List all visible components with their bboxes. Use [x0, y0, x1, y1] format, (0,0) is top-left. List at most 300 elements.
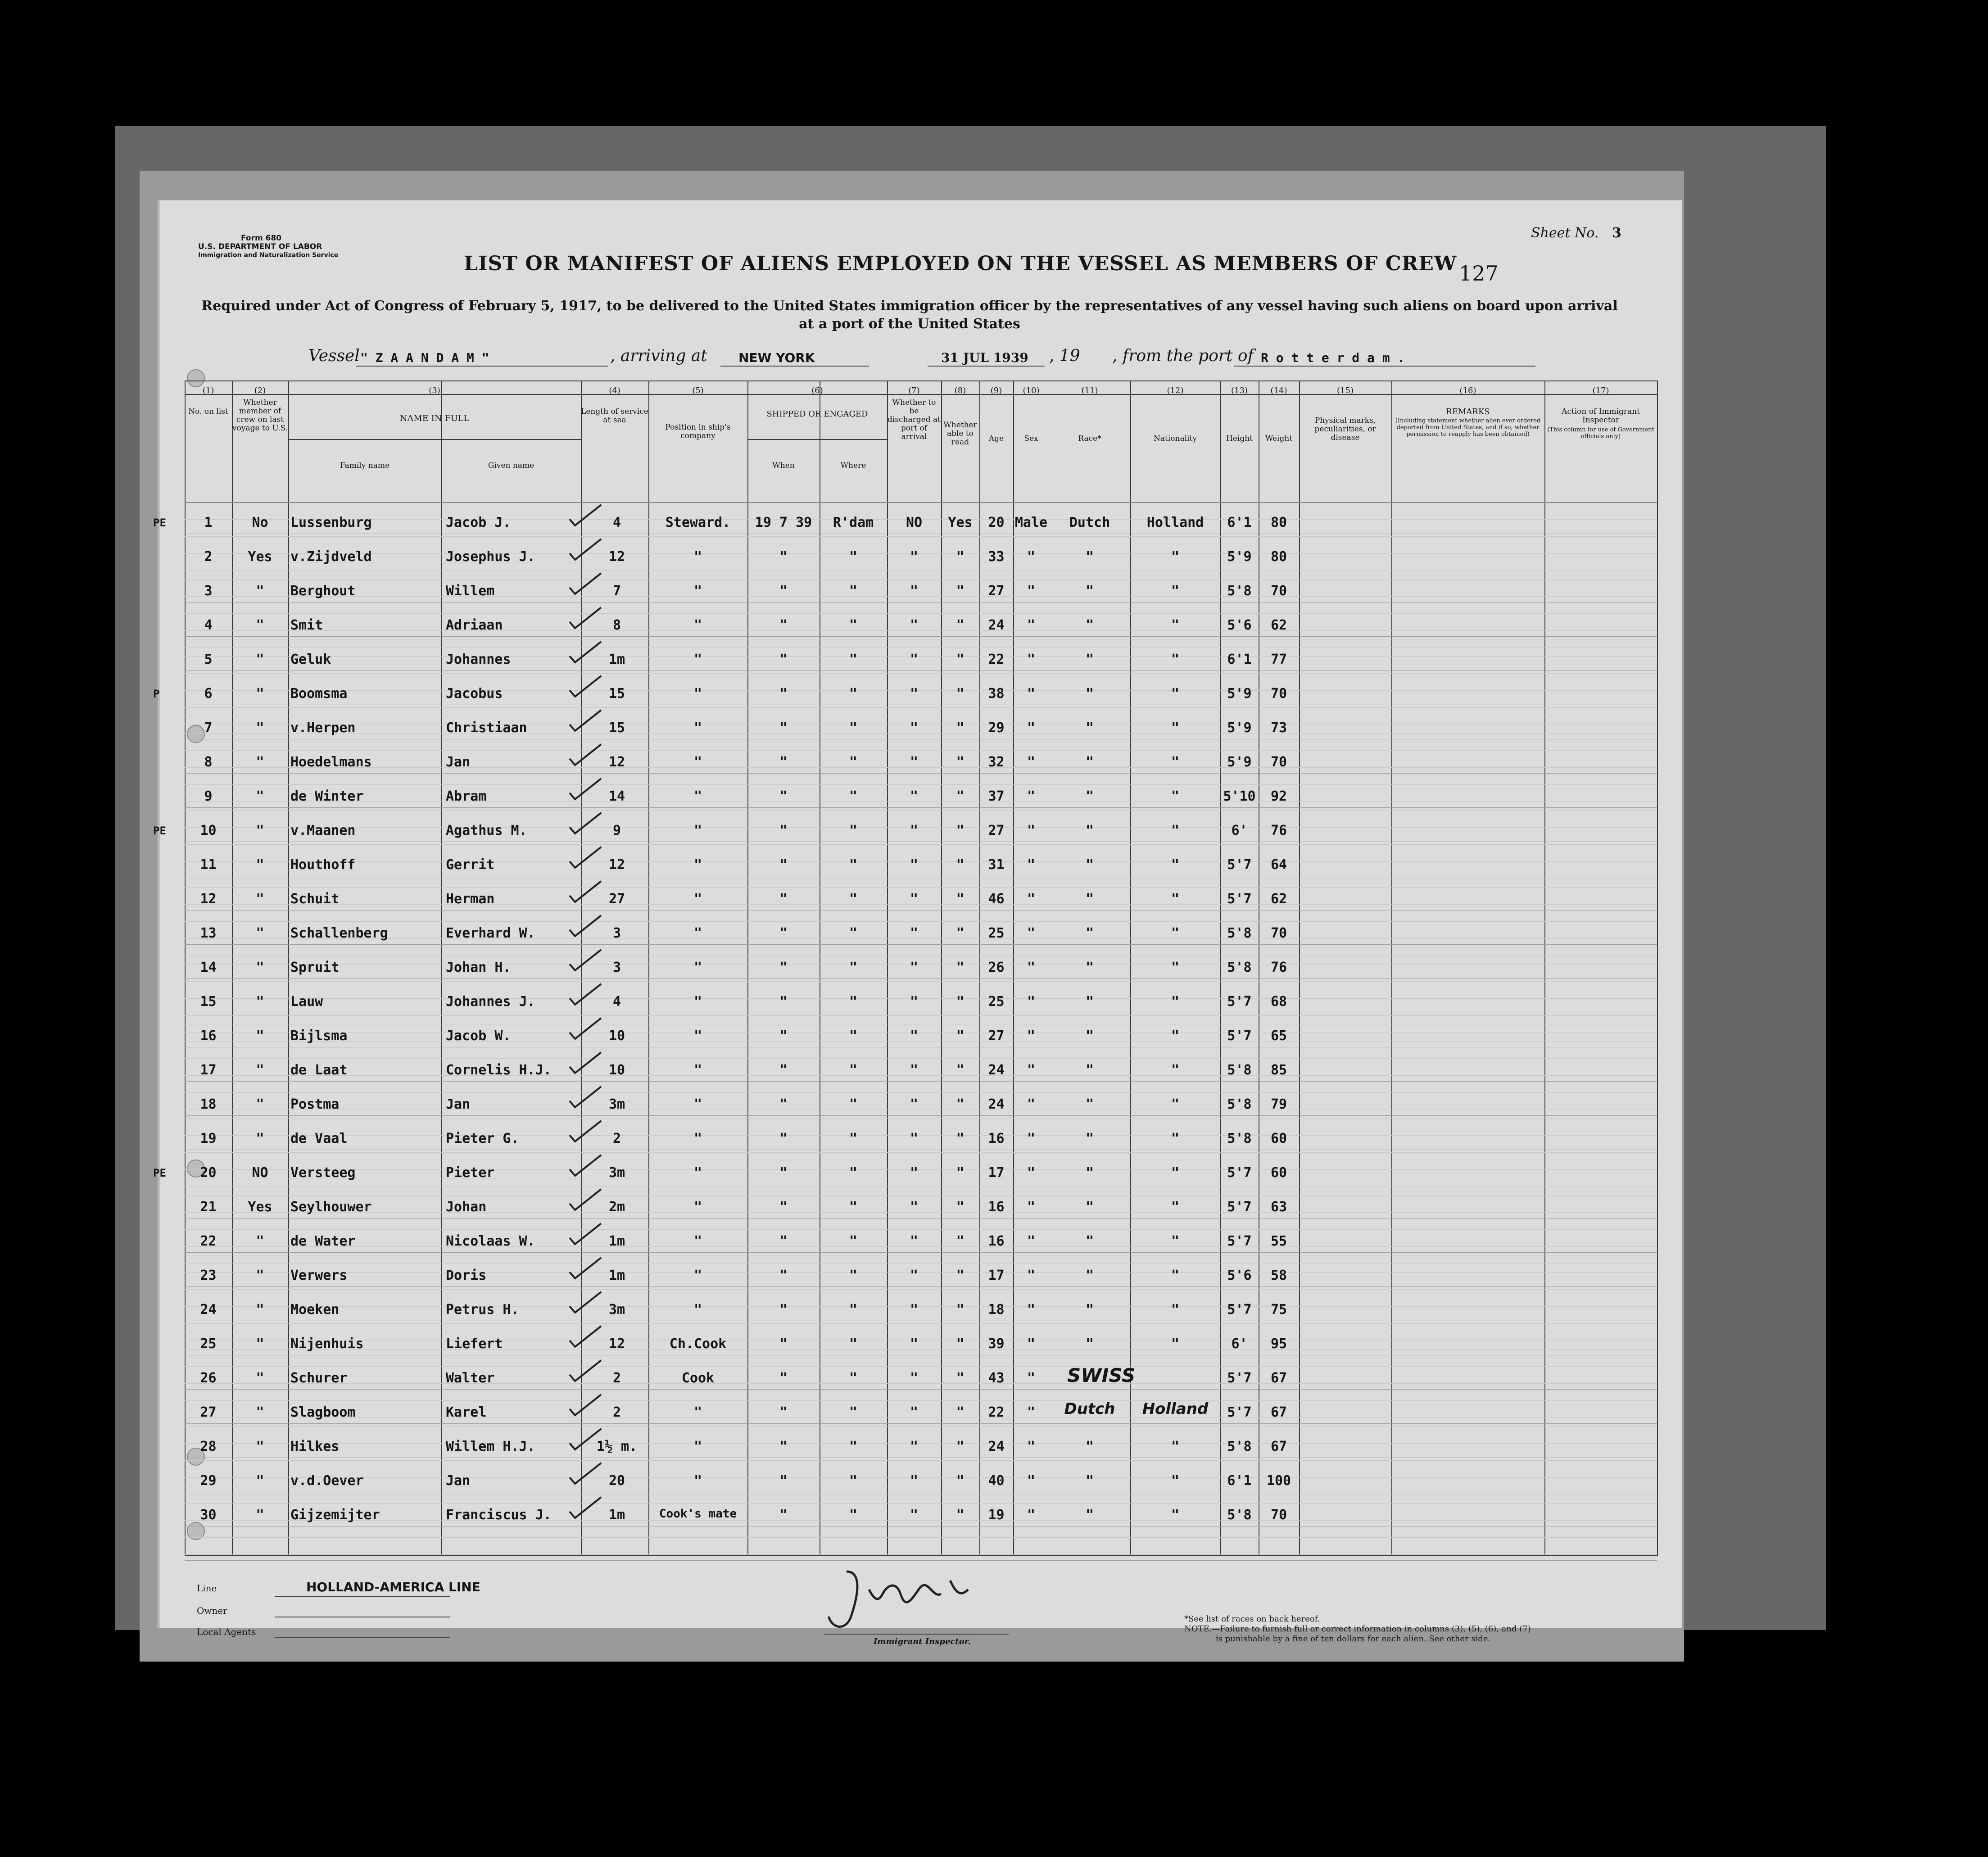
- cell-nat: ": [1171, 925, 1180, 941]
- cell-height: 5'7: [1227, 1404, 1252, 1420]
- cell-weight: 68: [1270, 994, 1287, 1010]
- cell-when: ": [779, 583, 788, 599]
- cell-height: 6': [1231, 1336, 1248, 1352]
- cell-sex: ": [1027, 823, 1036, 838]
- cell-disch: ": [910, 1233, 919, 1249]
- cell-nat: ": [1171, 960, 1180, 975]
- cell-family: Verwers: [290, 1268, 348, 1283]
- cell-race: ": [1085, 583, 1094, 599]
- check-mark-icon: [565, 1221, 606, 1248]
- cell-race: ": [1085, 994, 1094, 1010]
- cell-where: ": [849, 1507, 858, 1523]
- cell-height: 5'9: [1227, 686, 1252, 702]
- cell-height: 5'9: [1227, 754, 1252, 770]
- header-c9: Age: [988, 434, 1004, 443]
- cell-given: Johan: [446, 1199, 487, 1215]
- cell-race: ": [1085, 891, 1094, 907]
- cell-age: 19: [988, 1507, 1005, 1523]
- cell-where: ": [849, 1473, 858, 1489]
- cell-height: 5'7: [1227, 1370, 1252, 1386]
- cell-given: Cornelis H.J.: [446, 1062, 552, 1078]
- column-number: (4): [609, 386, 620, 395]
- cell-age: 26: [988, 960, 1005, 975]
- cell-disch: ": [910, 1507, 919, 1523]
- cell-disch: ": [910, 583, 919, 599]
- cell-height: 6'1: [1227, 652, 1252, 667]
- cell-disch: ": [910, 1370, 919, 1386]
- column-number: (9): [990, 386, 1002, 395]
- cell-age: 43: [988, 1370, 1005, 1386]
- cell-service: 1½ m.: [596, 1439, 638, 1454]
- cell-sex: ": [1027, 686, 1036, 702]
- cell-height: 6': [1231, 823, 1248, 838]
- cell-when: ": [779, 1233, 788, 1249]
- cell-family: Postma: [290, 1096, 340, 1112]
- check-mark-icon: [565, 1392, 606, 1419]
- cell-disch: ": [910, 617, 919, 633]
- row-rule: [185, 1560, 1657, 1561]
- cell-position: Steward.: [665, 515, 731, 530]
- cell-when: ": [779, 925, 788, 941]
- cell-weight: 75: [1270, 1302, 1287, 1318]
- cell-nat: ": [1171, 1062, 1180, 1078]
- cell-given: Gerrit: [446, 857, 495, 873]
- cell-age: 27: [988, 1028, 1005, 1044]
- column-number: (17): [1592, 386, 1609, 395]
- cell-disch: ": [910, 788, 919, 804]
- cell-age: 16: [988, 1131, 1005, 1146]
- check-mark-icon: [565, 571, 606, 598]
- cell-weight: 77: [1270, 652, 1287, 667]
- cell-service: 1m: [608, 1507, 625, 1523]
- cell-service: 2: [612, 1370, 621, 1386]
- cell-when: ": [779, 1404, 788, 1420]
- cell-height: 5'9: [1227, 549, 1252, 565]
- cell-height: 5'7: [1227, 891, 1252, 907]
- from-port: R o t t e r d a m .: [1261, 350, 1405, 365]
- owner-label: Owner: [197, 1605, 227, 1616]
- line-value: HOLLAND-AMERICA LINE: [306, 1580, 480, 1594]
- column-number: (8): [954, 386, 966, 395]
- cell-height: 5'7: [1227, 857, 1252, 873]
- cell-nat: ": [1171, 720, 1180, 736]
- cell-weight: 60: [1270, 1131, 1287, 1146]
- cell-last: ": [256, 960, 264, 975]
- cell-age: 37: [988, 788, 1005, 804]
- cell-family: Moeken: [290, 1302, 340, 1318]
- cell-service: 1m: [608, 652, 625, 667]
- cell-when: ": [779, 652, 788, 667]
- cell-read: ": [956, 1028, 965, 1044]
- grid-subheader-line: [747, 439, 887, 440]
- cell-weight: 62: [1270, 891, 1287, 907]
- cell-when: ": [779, 617, 788, 633]
- cell-service: 10: [608, 1062, 625, 1078]
- cell-read: ": [956, 994, 965, 1010]
- check-mark-icon: [565, 1358, 606, 1385]
- cell-no: 3: [204, 583, 213, 599]
- cell-race: ": [1085, 788, 1094, 804]
- cell-service: 12: [608, 1336, 625, 1352]
- cell-weight: 73: [1270, 720, 1287, 736]
- cell-sex: ": [1027, 1507, 1036, 1523]
- cell-read: ": [956, 960, 965, 975]
- cell-service: 3m: [608, 1302, 625, 1318]
- department: U.S. DEPARTMENT OF LABOR: [198, 242, 322, 251]
- cell-nat: ": [1171, 1233, 1180, 1249]
- cell-sex: ": [1027, 1439, 1036, 1454]
- cell-no: 25: [200, 1336, 217, 1352]
- cell-last: Yes: [248, 1199, 272, 1215]
- check-mark-icon: [565, 844, 606, 871]
- cell-race: ": [1085, 1302, 1094, 1318]
- cell-read: ": [956, 1439, 965, 1454]
- cell-given: Franciscus J.: [446, 1507, 552, 1523]
- cell-where: ": [849, 686, 858, 702]
- check-mark-icon: [565, 742, 606, 769]
- cell-age: 24: [988, 617, 1005, 633]
- cell-family: Smit: [290, 617, 323, 633]
- cell-height: 5'8: [1227, 960, 1252, 975]
- cell-sex: ": [1027, 1336, 1036, 1352]
- header-c17sub: (This column for use of Government officials only): [1547, 426, 1654, 440]
- cell-disch: ": [910, 652, 919, 667]
- cell-race: Dutch: [1069, 515, 1110, 530]
- cell-given: Christiaan: [446, 720, 527, 736]
- cell-sex: ": [1027, 652, 1036, 667]
- from-port-label: , from the port of: [1112, 347, 1254, 365]
- cell-when: ": [779, 1096, 788, 1112]
- cell-last: ": [256, 857, 264, 873]
- cell-position: ": [693, 1439, 702, 1454]
- cell-position: ": [693, 960, 702, 975]
- grid-subheader-line: [288, 439, 581, 440]
- cell-given: Josephus J.: [446, 549, 535, 565]
- cell-last: ": [256, 891, 264, 907]
- cell-position: ": [693, 1199, 702, 1215]
- cell-given: Agathus M.: [446, 823, 527, 838]
- handwritten-race-swiss: SWISS: [1067, 1364, 1136, 1386]
- cell-no: 7: [204, 720, 213, 736]
- cell-position: ": [693, 617, 702, 633]
- cell-family: Hilkes: [290, 1439, 340, 1454]
- cell-last: ": [256, 1302, 264, 1318]
- check-mark-icon: [565, 879, 606, 906]
- cell-height: 5'8: [1227, 1062, 1252, 1078]
- cell-height: 5'8: [1227, 583, 1252, 599]
- cell-sex: ": [1027, 891, 1036, 907]
- header-c14: Weight: [1265, 434, 1293, 443]
- cell-sex: ": [1027, 1302, 1036, 1318]
- cell-no: 17: [200, 1062, 217, 1078]
- cell-position: ": [693, 1028, 702, 1044]
- cell-when: ": [779, 754, 788, 770]
- cell-given: Walter: [446, 1370, 495, 1386]
- header-c15: Physical marks, peculiarities, or disease: [1314, 416, 1376, 442]
- cell-last: ": [256, 1131, 264, 1146]
- cell-where: ": [849, 1268, 858, 1283]
- inspector-signature: [820, 1563, 1009, 1635]
- check-mark-icon: [565, 1426, 606, 1453]
- cell-given: Pieter: [446, 1165, 495, 1181]
- margin-mark: PE: [153, 516, 166, 529]
- cell-nat-handwritten: Holland: [1142, 1400, 1209, 1418]
- cell-race: ": [1085, 1336, 1094, 1352]
- cell-age: 20: [988, 515, 1005, 530]
- cell-age: 33: [988, 549, 1005, 565]
- cell-last: ": [256, 686, 264, 702]
- cell-last: ": [256, 1336, 264, 1352]
- cell-no: 4: [204, 617, 213, 633]
- cell-disch: ": [910, 1404, 919, 1420]
- cell-no: 5: [204, 652, 213, 667]
- arriving-label: , arriving at: [610, 347, 707, 365]
- margin-mark: PE: [153, 824, 166, 837]
- cell-no: 21: [200, 1199, 217, 1215]
- cell-position: Ch.Cook: [669, 1336, 727, 1352]
- cell-service: 27: [608, 891, 625, 907]
- cell-service: 1m: [608, 1233, 625, 1249]
- check-mark-icon: [565, 639, 606, 666]
- cell-nat: ": [1171, 686, 1180, 702]
- cell-where: ": [849, 720, 858, 736]
- cell-given: Willem H.J.: [446, 1439, 535, 1454]
- cell-race: ": [1085, 686, 1094, 702]
- cell-where: R'dam: [833, 515, 874, 530]
- header-c1: No. on list: [188, 407, 228, 416]
- cell-given: Jan: [446, 1096, 471, 1112]
- cell-service: 14: [608, 788, 625, 804]
- cell-disch: ": [910, 754, 919, 770]
- cell-sex: ": [1027, 960, 1036, 975]
- grid-header-line: [185, 380, 1657, 381]
- cell-where: ": [849, 925, 858, 941]
- cell-race: ": [1085, 925, 1094, 941]
- cell-sex: ": [1027, 1473, 1036, 1489]
- cell-age: 22: [988, 1404, 1005, 1420]
- cell-last: ": [256, 1028, 264, 1044]
- cell-given: Johannes: [446, 652, 511, 667]
- cell-no: 10: [200, 823, 217, 838]
- header-c3a: Family name: [340, 461, 390, 470]
- cell-disch: ": [910, 925, 919, 941]
- cell-race: ": [1085, 1199, 1094, 1215]
- cell-family: Schallenberg: [290, 925, 388, 941]
- cell-height: 5'8: [1227, 1096, 1252, 1112]
- cell-nat: ": [1171, 994, 1180, 1010]
- cell-disch: ": [910, 1096, 919, 1112]
- cell-nat: ": [1171, 1131, 1180, 1146]
- cell-no: 13: [200, 925, 217, 941]
- cell-nat: ": [1171, 583, 1180, 599]
- cell-family: Gijzemijter: [290, 1507, 380, 1523]
- cell-age: 18: [988, 1302, 1005, 1318]
- cell-race: ": [1085, 1131, 1094, 1146]
- cell-family: Hoedelmans: [290, 754, 372, 770]
- cell-when: ": [779, 994, 788, 1010]
- cell-sex: ": [1027, 1062, 1036, 1078]
- cell-no: 12: [200, 891, 217, 907]
- cell-given: Jan: [446, 754, 471, 770]
- cell-weight: 100: [1266, 1473, 1291, 1489]
- header-c10: Sex: [1024, 434, 1038, 443]
- cell-position: ": [693, 1233, 702, 1249]
- cell-service: 7: [612, 583, 621, 599]
- cell-nat: ": [1171, 652, 1180, 667]
- cell-sex: ": [1027, 617, 1036, 633]
- cell-given: Abram: [446, 788, 487, 804]
- cell-position: ": [693, 652, 702, 667]
- cell-where: ": [849, 1233, 858, 1249]
- cell-where: ": [849, 754, 858, 770]
- cell-disch: ": [910, 1131, 919, 1146]
- cell-position: Cook's mate: [659, 1507, 737, 1521]
- cell-service: 2: [612, 1404, 621, 1420]
- cell-age: 22: [988, 652, 1005, 667]
- cell-disch: ": [910, 686, 919, 702]
- sheet-number: [1531, 225, 1621, 241]
- cell-read: ": [956, 549, 965, 565]
- page-subtitle: Required under Act of Congress of February 5, 1917, to be delivered to the United States immigration officer by the representatives of any vessel having such aliens on board upon arrival at a port of the United States: [201, 298, 1618, 332]
- cell-read: ": [956, 1404, 965, 1420]
- cell-last: ": [256, 1404, 264, 1420]
- check-mark-icon: [565, 1323, 606, 1350]
- cell-weight: 70: [1270, 1507, 1287, 1523]
- check-mark-icon: [565, 707, 606, 734]
- cell-when: ": [779, 891, 788, 907]
- cell-when: ": [779, 1165, 788, 1181]
- column-number: (13): [1231, 386, 1248, 395]
- cell-service: 1m: [608, 1268, 625, 1283]
- cell-where: ": [849, 1131, 858, 1146]
- cell-where: ": [849, 1370, 858, 1386]
- cell-read: ": [956, 1131, 965, 1146]
- cell-given: Karel: [446, 1404, 487, 1420]
- check-mark-icon: [565, 502, 606, 529]
- service-name: Immigration and Naturalization Service: [198, 252, 339, 259]
- cell-disch: ": [910, 857, 919, 873]
- cell-sex: ": [1027, 583, 1036, 599]
- cell-when: ": [779, 1199, 788, 1215]
- cell-age: 40: [988, 1473, 1005, 1489]
- cell-family: Schuit: [290, 891, 340, 907]
- cell-race: ": [1085, 1096, 1094, 1112]
- cell-family: v.Herpen: [290, 720, 356, 736]
- local-agents-label: Local Agents: [197, 1626, 256, 1637]
- cell-height: 5'8: [1227, 925, 1252, 941]
- check-mark-icon: [565, 1152, 606, 1179]
- cell-nat: ": [1171, 1028, 1180, 1044]
- cell-no: 27: [200, 1404, 217, 1420]
- cell-no: 1: [204, 515, 213, 530]
- cell-sex: ": [1027, 1131, 1036, 1146]
- vessel-label: Vessel: [308, 347, 360, 365]
- cell-nat: ": [1171, 1336, 1180, 1352]
- cell-family: de Winter: [290, 788, 364, 804]
- cell-read: Yes: [948, 515, 973, 530]
- cell-service: 4: [612, 515, 621, 530]
- cell-given: Willem: [446, 583, 495, 599]
- cell-position: ": [693, 1062, 702, 1078]
- column-number: (11): [1081, 386, 1098, 395]
- cell-when: ": [779, 1473, 788, 1489]
- cell-last: ": [256, 1096, 264, 1112]
- header-c8: Whether able to read: [943, 421, 977, 447]
- cell-race: ": [1085, 720, 1094, 736]
- cell-where: ": [849, 788, 858, 804]
- cell-sex: ": [1027, 720, 1036, 736]
- cell-when: 19 7 39: [755, 515, 812, 530]
- cell-nat: ": [1171, 857, 1180, 873]
- cell-no: 30: [200, 1507, 217, 1523]
- cell-service: 3m: [608, 1096, 625, 1112]
- cell-nat: ": [1171, 788, 1180, 804]
- cell-age: 17: [988, 1268, 1005, 1283]
- cell-last: ": [256, 1233, 264, 1249]
- cell-race: ": [1085, 617, 1094, 633]
- cell-family: Versteeg: [290, 1165, 356, 1181]
- cell-when: ": [779, 960, 788, 975]
- cell-where: ": [849, 960, 858, 975]
- cell-weight: 62: [1270, 617, 1287, 633]
- cell-last: NO: [252, 1165, 268, 1181]
- cell-height: 5'7: [1227, 1165, 1252, 1181]
- header-c16sub: (Including statement whether alien ever ordered deported from United States, and if so, whether permission to reapply has been obtained): [1395, 417, 1541, 438]
- cell-race: ": [1085, 1062, 1094, 1078]
- cell-weight: 80: [1270, 549, 1287, 565]
- cell-last: ": [256, 788, 264, 804]
- check-mark-icon: [565, 1050, 606, 1077]
- cell-where: ": [849, 1336, 858, 1352]
- check-mark-icon: [565, 605, 606, 632]
- cell-when: ": [779, 1062, 788, 1078]
- cell-service: 20: [608, 1473, 625, 1489]
- column-number: (3): [429, 386, 440, 395]
- cell-last: ": [256, 1370, 264, 1386]
- cell-sex: ": [1027, 857, 1036, 873]
- header-c3b: Given name: [488, 461, 534, 470]
- cell-when: ": [779, 1336, 788, 1352]
- cell-disch: ": [910, 960, 919, 975]
- cell-read: ": [956, 1199, 965, 1215]
- check-mark-icon: [565, 1289, 606, 1316]
- cell-service: 3m: [608, 1165, 625, 1181]
- cell-race: ": [1085, 857, 1094, 873]
- cell-weight: 63: [1270, 1199, 1287, 1215]
- cell-weight: 67: [1270, 1404, 1287, 1420]
- cell-where: ": [849, 652, 858, 667]
- cell-read: ": [956, 1370, 965, 1386]
- cell-race: ": [1085, 1165, 1094, 1181]
- cell-service: 2: [612, 1131, 621, 1146]
- header-c13: Height: [1226, 434, 1253, 443]
- footnote-races: *See list of races on back hereof.: [1184, 1614, 1320, 1624]
- cell-no: 28: [200, 1439, 217, 1454]
- cell-family: de Water: [290, 1233, 356, 1249]
- cell-nat: ": [1171, 1439, 1180, 1454]
- cell-weight: 80: [1270, 515, 1287, 530]
- line-label: Line: [197, 1583, 217, 1594]
- cell-family: Lussenburg: [290, 515, 372, 530]
- header-c6: SHIPPED OR ENGAGED: [766, 409, 868, 419]
- cell-position: ": [693, 857, 702, 873]
- cell-family: de Laat: [290, 1062, 348, 1078]
- cell-disch: ": [910, 1062, 919, 1078]
- cell-weight: 55: [1270, 1233, 1287, 1249]
- cell-age: 17: [988, 1165, 1005, 1181]
- cell-service: 2m: [608, 1199, 625, 1215]
- cell-where: ": [849, 823, 858, 838]
